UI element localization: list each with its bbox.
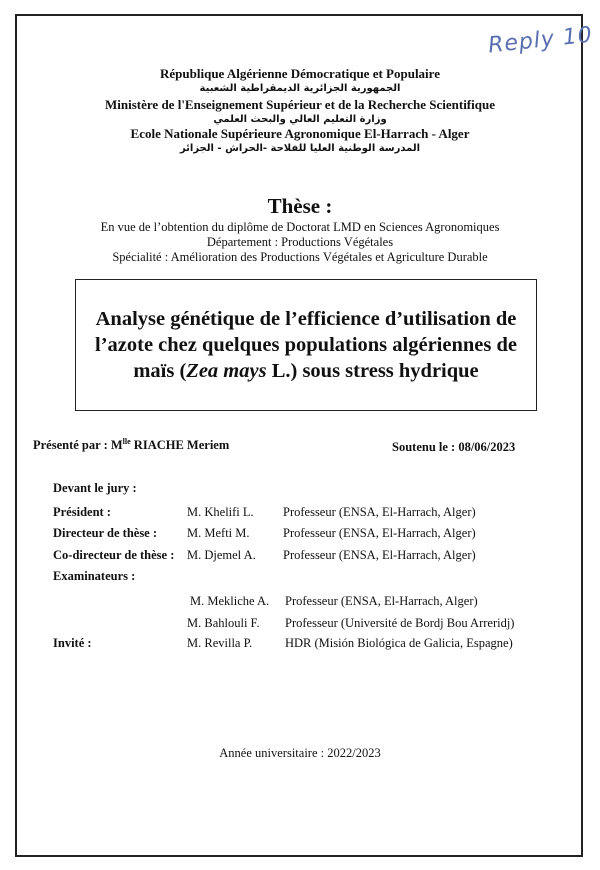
jury-heading: Devant le jury : xyxy=(53,481,137,495)
academic-year: Année universitaire : 2022/2023 xyxy=(219,746,381,760)
jury-role: Invité : xyxy=(53,636,92,650)
republic-name: République Algérienne Démocratique et Populaire xyxy=(160,66,440,81)
jury-member-name: M. Mefti M. xyxy=(187,526,250,540)
jury-role: Directeur de thèse : xyxy=(53,526,158,540)
school-name: Ecole Nationale Supérieure Agronomique El-Harrach - Alger xyxy=(130,126,470,141)
ministry-name: Ministère de l'Enseignement Supérieur et de la Recherche Scientifique xyxy=(105,97,495,112)
these-purpose: En vue de l’obtention du diplôme de Doctorat LMD en Sciences Agronomiques xyxy=(100,220,500,234)
defense-date: Soutenu le : 08/06/2023 xyxy=(392,440,516,454)
jury-member-name: M. Revilla P. xyxy=(187,636,253,650)
jury-member-affiliation: Professeur (ENSA, El-Harrach, Alger) xyxy=(285,594,478,608)
jury-member-affiliation: Professeur (ENSA, El-Harrach, Alger) xyxy=(283,548,476,562)
jury-member-name: M. Bahlouli F. xyxy=(187,616,260,630)
jury-member-name: M. Mekliche A. xyxy=(190,594,270,608)
jury-member-name: M. Khelifi L. xyxy=(187,505,254,519)
these-department: Département : Productions Végétales xyxy=(206,235,394,249)
thesis-title-box xyxy=(75,279,537,411)
jury-member-affiliation: Professeur (ENSA, El-Harrach, Alger) xyxy=(283,526,476,540)
jury-role: Président : xyxy=(53,505,111,519)
jury-member-name: M. Djemel A. xyxy=(187,548,256,562)
these-heading: Thèse : xyxy=(267,194,333,218)
thesis-title: Analyse génétique de l’efficience d’utilisation de l’azote chez quelques populations algériennes de maïs (Zea mays L.) sous stress hydrique xyxy=(95,308,517,382)
jury-member-affiliation: Professeur (Université de Bordj Bou Arreridj) xyxy=(285,616,515,630)
jury-role: Examinateurs : xyxy=(53,569,136,583)
ministry-name-arabic: وزارة التعليم العالي والبحث العلمي xyxy=(213,114,387,125)
these-speciality: Spécialité : Amélioration des Productions Végétales et Agriculture Durable xyxy=(112,250,488,264)
jury-member-affiliation: HDR (Misión Biológica de Galicia, Espagne) xyxy=(285,636,513,650)
school-name-arabic: المدرسة الوطنية العليا للفلاحة -الحراش - الجزائر xyxy=(179,143,421,154)
handwritten-annotation: Reply 10 xyxy=(486,22,594,59)
republic-name-arabic: الجمهورية الجزائرية الديمقراطية الشعبية xyxy=(199,83,401,94)
jury-member-affiliation: Professeur (ENSA, El-Harrach, Alger) xyxy=(283,505,476,519)
jury-role: Co-directeur de thèse : xyxy=(53,548,175,562)
presented-by: Présenté par : $M^{lle}$ RIACHE Meriem xyxy=(33,437,230,453)
